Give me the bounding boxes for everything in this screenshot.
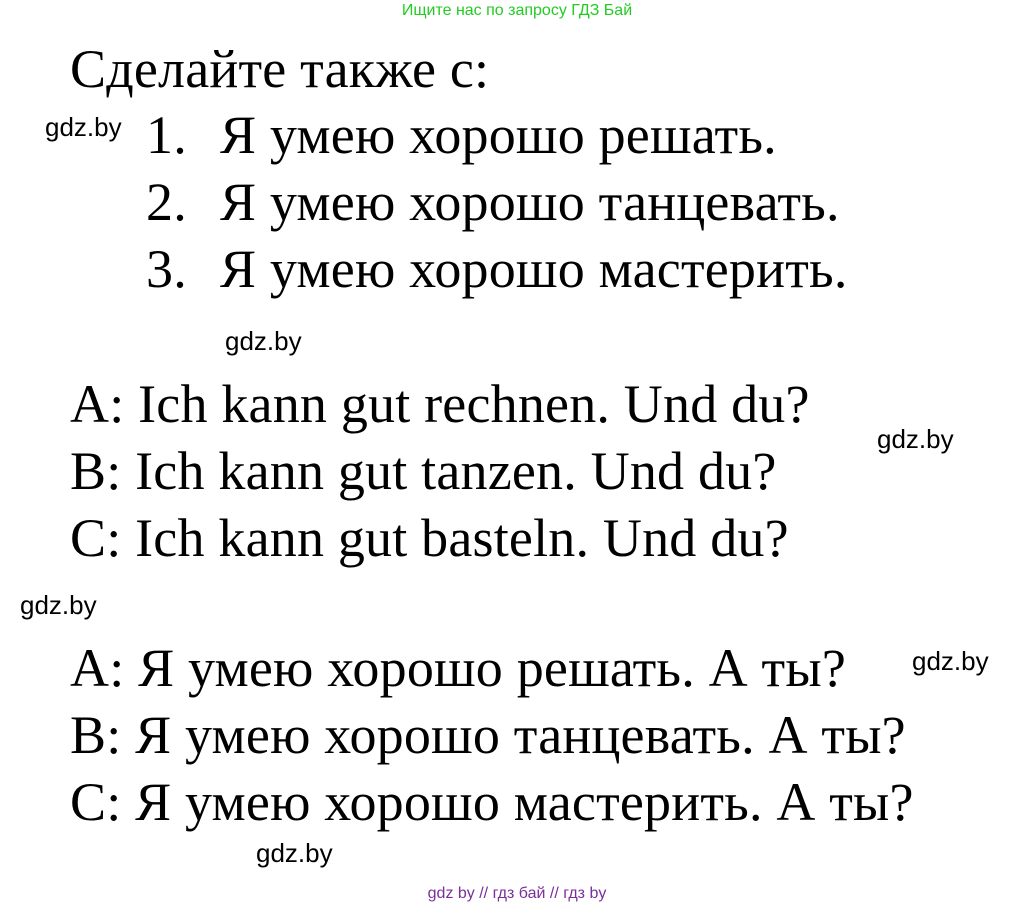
task-item-text: Я умею хорошо мастерить. — [220, 239, 848, 299]
watermark: gdz.by — [225, 326, 302, 356]
task-item-number: 3. — [146, 239, 187, 299]
task-item-text: Я умею хорошо танцевать. — [220, 172, 840, 232]
task-item-3 — [146, 238, 848, 300]
watermark: gdz.by — [877, 424, 954, 454]
watermark: gdz.by — [20, 590, 97, 620]
footer-links[interactable]: gdz by // гдз бай // гдз by — [427, 885, 607, 902]
german-line-b: B: Ich kann gut tanzen. Und du? — [70, 441, 777, 501]
russian-line-b: B: Я умею хорошо танцевать. А ты? — [70, 705, 906, 765]
task-item-text: Я умею хорошо решать. — [220, 105, 777, 165]
task-item-number: 2. — [146, 172, 187, 232]
task-item-number: 1. — [146, 105, 187, 165]
watermark: gdz.by — [45, 112, 122, 142]
task-heading: Сделайте также с: — [70, 39, 490, 99]
search-hint-link[interactable]: Ищите нас по запросу ГДЗ Бай — [401, 2, 633, 19]
russian-line-a: A: Я умею хорошо решать. А ты? — [70, 638, 847, 698]
german-line-a: A: Ich kann gut rechnen. Und du? — [70, 374, 810, 434]
task-item-2 — [146, 171, 840, 233]
russian-line-c: C: Я умею хорошо мастерить. А ты? — [70, 772, 914, 832]
task-item-1 — [146, 104, 777, 166]
watermark: gdz.by — [912, 646, 989, 676]
german-line-c: C: Ich kann gut basteln. Und du? — [70, 508, 789, 568]
watermark: gdz.by — [256, 838, 333, 868]
